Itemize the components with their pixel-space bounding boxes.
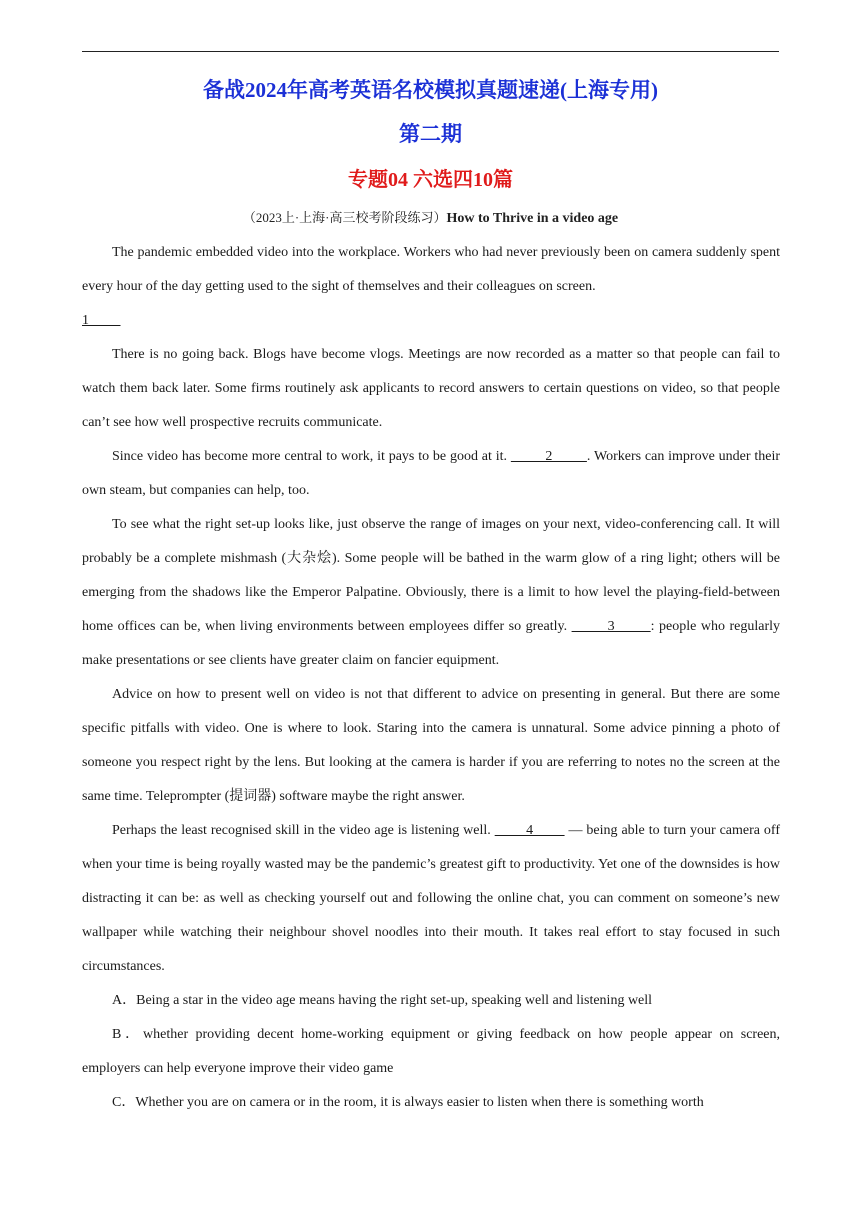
blank-3: 3 bbox=[571, 619, 651, 634]
header-rule bbox=[82, 51, 779, 52]
passage-title: How to Thrive in a video age bbox=[446, 211, 619, 226]
option-c: C．Whether you are on camera or in the room, it is always easier to listen when there is something worth bbox=[112, 1095, 704, 1110]
paragraph-2: There is no going back. Blogs have become vlogs. Meetings are now recorded as a matter so that people can fail to watch them back later. Some firms routinely ask applicants to record answers to certain questions on video, so that people can’t see how well prospective recruits communicate. bbox=[82, 347, 780, 430]
option-b: B．whether providing decent home-working equipment or giving feedback on how people appear on screen, employers can help everyone improve their video game bbox=[82, 1027, 781, 1076]
topic-heading: 专题04 六选四10篇 bbox=[348, 169, 513, 191]
paragraph-1-blank bbox=[82, 304, 780, 338]
paragraph-1: The pandemic embedded video into the workplace. Workers who had never previously been on camera suddenly spent every hour of the day getting used to the sight of themselves and their colleagues on screen. bbox=[82, 245, 780, 294]
paragraph-3: Since video has become more central to work, it pays to be good at it. 2 . Workers can improve under their own steam, but companies can help, too. bbox=[82, 449, 781, 498]
option-a: A．Being a star in the video age means having the right set-up, speaking well and listening well bbox=[112, 993, 653, 1008]
source-prefix: （2023上·上海·高三校考阶段练习） bbox=[242, 210, 447, 225]
blank-4: 4 bbox=[494, 823, 565, 838]
paragraph-5: Advice on how to present well on video is not that different to advice on presenting in general. But there are some specific pitfalls with video. One is where to look. Staring into the camera is unnatural. Some advice pinning a photo of someone you respect right by the lens. But looking at the camera is harder if you are referring to notes no the screen at the same time. Teleprompter (提词器) software maybe the right answer. bbox=[82, 687, 780, 804]
document-title: 备战2024年高考英语名校模拟真题速递(上海专用) bbox=[203, 78, 658, 102]
paragraph-4: To see what the right set-up looks like, just observe the range of images on your next, video-conferencing call. It will probably be a complete mishmash (大杂烩). Some people will be bathed in the warm glow of a ring light; others will be emerging from the shadows like the Emperor Palpatine. Obviously, there is a limit to how level the playing-field-between home offices can be, when living environments between employees differ so greatly. 3 : people who regularly make presentations or see clients have greater claim on fancier equipment. bbox=[82, 517, 780, 668]
blank-1: 1 bbox=[82, 313, 121, 328]
blank-2: 2 bbox=[510, 449, 587, 464]
issue-label: 第二期 bbox=[399, 122, 462, 146]
source-line bbox=[82, 207, 779, 227]
passage-body bbox=[82, 236, 780, 1120]
paragraph-6: Perhaps the least recognised skill in the video age is listening well. 4 — being able to turn your camera off when your time is being royally wasted may be the pandemic’s greatest gift to productivity. Yet one of the downsides is how distracting it can be: as well as checking yourself out and following the online chat, you can comment on someone’s new wallpaper while watching their neighbour shovel noodles into their mouth. It takes real effort to stay focused in such circumstances. bbox=[82, 823, 780, 974]
